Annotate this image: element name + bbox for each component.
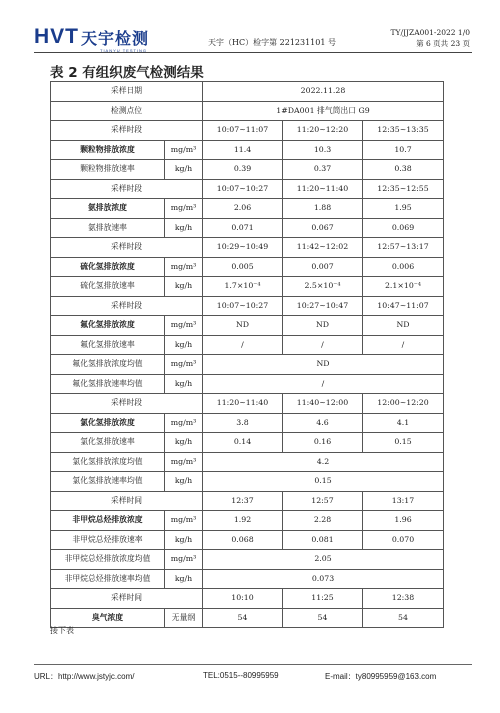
measured-value: 54 bbox=[363, 608, 444, 628]
table-row bbox=[51, 608, 444, 628]
sampling-period-label: 采样时间 bbox=[51, 491, 203, 511]
measured-value: ND bbox=[283, 316, 363, 336]
average-value: 0.15 bbox=[203, 472, 444, 492]
company-logo bbox=[34, 25, 149, 49]
table-row bbox=[51, 160, 444, 180]
measured-value: 0.16 bbox=[283, 433, 363, 453]
footer-divider bbox=[34, 664, 472, 665]
parameter-unit: kg/h bbox=[165, 374, 203, 394]
measured-value: 0.007 bbox=[283, 257, 363, 277]
table-row bbox=[51, 199, 444, 219]
table-row bbox=[51, 413, 444, 433]
table-row bbox=[51, 140, 444, 160]
parameter-name: 氯化氢排放速率 bbox=[51, 433, 165, 453]
sampling-period-value: 11:40~12:00 bbox=[283, 394, 363, 414]
average-value: 0.073 bbox=[203, 569, 444, 589]
sampling-period-value: 10:29~10:49 bbox=[203, 238, 283, 258]
sampling-period-value: 10:07~11:07 bbox=[203, 121, 283, 141]
sampling-period-label: 采样时段 bbox=[51, 121, 203, 141]
measured-value: 0.081 bbox=[283, 530, 363, 550]
table-row bbox=[51, 530, 444, 550]
measured-value: 1.92 bbox=[203, 511, 283, 531]
sampling-period-value: 10:07~10:27 bbox=[203, 179, 283, 199]
parameter-name: 氟化氢排放浓度 bbox=[51, 316, 165, 336]
measured-value: ND bbox=[363, 316, 444, 336]
sample-point-value: 1#DA001 排气筒出口 G9 bbox=[203, 101, 444, 121]
table-row bbox=[51, 101, 444, 121]
sampling-period-value: 11:20~11:40 bbox=[203, 394, 283, 414]
logo-latin-text: HVT bbox=[34, 25, 79, 48]
table-row bbox=[51, 316, 444, 336]
table-row bbox=[51, 238, 444, 258]
measured-value: 0.071 bbox=[203, 218, 283, 238]
table-row bbox=[51, 550, 444, 570]
parameter-name: 氯化氢排放浓度 bbox=[51, 413, 165, 433]
footer-email: E-mail：ty80995959@163.com bbox=[325, 672, 437, 681]
parameter-name: 氯化氢排放速率均值 bbox=[51, 472, 165, 492]
measured-value: / bbox=[363, 335, 444, 355]
sampling-period-value: 10:47~11:07 bbox=[363, 296, 444, 316]
parameter-name: 非甲烷总烃排放浓度均值 bbox=[51, 550, 165, 570]
table-row bbox=[51, 218, 444, 238]
parameter-name: 氟化氢排放速率均值 bbox=[51, 374, 165, 394]
results-table bbox=[50, 81, 444, 628]
measured-value: 1.95 bbox=[363, 199, 444, 219]
sampling-period-value: 12:35~13:35 bbox=[363, 121, 444, 141]
measured-value: 3.8 bbox=[203, 413, 283, 433]
measured-value: 10.3 bbox=[283, 140, 363, 160]
table-row bbox=[51, 277, 444, 297]
table-row bbox=[51, 257, 444, 277]
average-value: ND bbox=[203, 355, 444, 375]
sampling-period-label: 采样时段 bbox=[51, 394, 203, 414]
sampling-period-value: 11:25 bbox=[283, 589, 363, 609]
license-number: 天宇（HC）检字第 221231101 号 bbox=[208, 38, 336, 47]
table-row bbox=[51, 569, 444, 589]
measured-value: 2.28 bbox=[283, 511, 363, 531]
measured-value: 0.006 bbox=[363, 257, 444, 277]
page-number: 第 6 页共 23 页 bbox=[416, 39, 470, 48]
table-row bbox=[51, 511, 444, 531]
parameter-unit: kg/h bbox=[165, 218, 203, 238]
sampling-period-value: 12:00~12:20 bbox=[363, 394, 444, 414]
parameter-unit: kg/h bbox=[165, 472, 203, 492]
parameter-unit: 无量纲 bbox=[165, 608, 203, 628]
table-row bbox=[51, 491, 444, 511]
measured-value: 0.15 bbox=[363, 433, 444, 453]
measured-value: 0.39 bbox=[203, 160, 283, 180]
parameter-unit: mg/m³ bbox=[165, 452, 203, 472]
measured-value: 0.069 bbox=[363, 218, 444, 238]
table-row bbox=[51, 179, 444, 199]
sampling-period-value: 12:57~13:17 bbox=[363, 238, 444, 258]
table-row bbox=[51, 433, 444, 453]
sample-date-label: 采样日期 bbox=[51, 82, 203, 102]
parameter-unit: mg/m³ bbox=[165, 140, 203, 160]
logo-chinese-text: 天宇检测 bbox=[81, 28, 150, 48]
parameter-name: 硫化氢排放浓度 bbox=[51, 257, 165, 277]
sampling-period-value: 12:57 bbox=[283, 491, 363, 511]
sampling-period-value: 10:27~10:47 bbox=[283, 296, 363, 316]
parameter-name: 氟化氢排放浓度均值 bbox=[51, 355, 165, 375]
table-row bbox=[51, 589, 444, 609]
sample-point-label: 检测点位 bbox=[51, 101, 203, 121]
parameter-name: 非甲烷总烃排放速率 bbox=[51, 530, 165, 550]
sampling-period-value: 11:20~12:20 bbox=[283, 121, 363, 141]
parameter-unit: kg/h bbox=[165, 433, 203, 453]
measured-value: 0.37 bbox=[283, 160, 363, 180]
sampling-period-value: 12:35~12:55 bbox=[363, 179, 444, 199]
measured-value: / bbox=[283, 335, 363, 355]
measured-value: 4.1 bbox=[363, 413, 444, 433]
average-value: / bbox=[203, 374, 444, 394]
parameter-name: 臭气浓度 bbox=[51, 608, 165, 628]
table-row bbox=[51, 296, 444, 316]
sampling-period-value: 13:17 bbox=[363, 491, 444, 511]
measured-value: 0.068 bbox=[203, 530, 283, 550]
table-row bbox=[51, 452, 444, 472]
sampling-period-value: 11:20~11:40 bbox=[283, 179, 363, 199]
measured-value: 0.14 bbox=[203, 433, 283, 453]
header-divider bbox=[34, 52, 472, 53]
sampling-period-value: 12:37 bbox=[203, 491, 283, 511]
table-row bbox=[51, 355, 444, 375]
measured-value: 54 bbox=[283, 608, 363, 628]
parameter-unit: kg/h bbox=[165, 335, 203, 355]
parameter-name: 非甲烷总烃排放浓度 bbox=[51, 511, 165, 531]
parameter-unit: kg/h bbox=[165, 160, 203, 180]
measured-value: 2.5×10⁻⁴ bbox=[283, 277, 363, 297]
measured-value: 11.4 bbox=[203, 140, 283, 160]
parameter-name: 氯化氢排放浓度均值 bbox=[51, 452, 165, 472]
measured-value: 54 bbox=[203, 608, 283, 628]
sampling-period-value: 10:07~10:27 bbox=[203, 296, 283, 316]
parameter-unit: mg/m³ bbox=[165, 355, 203, 375]
measured-value: ND bbox=[203, 316, 283, 336]
document-info bbox=[390, 27, 470, 49]
sampling-period-value: 10:10 bbox=[203, 589, 283, 609]
results-table-body bbox=[51, 82, 444, 628]
measured-value: 1.96 bbox=[363, 511, 444, 531]
parameter-name: 颗粒物排放浓度 bbox=[51, 140, 165, 160]
measured-value: 1.7×10⁻⁴ bbox=[203, 277, 283, 297]
parameter-unit: mg/m³ bbox=[165, 257, 203, 277]
sample-date-value: 2022.11.28 bbox=[203, 82, 444, 102]
parameter-name: 氟化氢排放速率 bbox=[51, 335, 165, 355]
continued-note: 接下表 bbox=[50, 626, 74, 635]
measured-value: / bbox=[203, 335, 283, 355]
parameter-unit: mg/m³ bbox=[165, 511, 203, 531]
parameter-unit: kg/h bbox=[165, 569, 203, 589]
sampling-period-label: 采样时段 bbox=[51, 179, 203, 199]
table-row bbox=[51, 472, 444, 492]
table-row bbox=[51, 335, 444, 355]
measured-value: 2.1×10⁻⁴ bbox=[363, 277, 444, 297]
parameter-name: 硫化氢排放速率 bbox=[51, 277, 165, 297]
average-value: 4.2 bbox=[203, 452, 444, 472]
document-number: TY/JJZA001-2022 1/0 bbox=[390, 28, 470, 37]
parameter-unit: mg/m³ bbox=[165, 413, 203, 433]
table-row bbox=[51, 394, 444, 414]
parameter-unit: kg/h bbox=[165, 277, 203, 297]
footer-url: URL：http://www.jstyjc.com/ bbox=[34, 672, 135, 681]
table-row bbox=[51, 82, 444, 102]
parameter-unit: mg/m³ bbox=[165, 199, 203, 219]
parameter-unit: kg/h bbox=[165, 530, 203, 550]
measured-value: 0.067 bbox=[283, 218, 363, 238]
parameter-name: 氨排放浓度 bbox=[51, 199, 165, 219]
parameter-unit: mg/m³ bbox=[165, 550, 203, 570]
sampling-period-value: 11:42~12:02 bbox=[283, 238, 363, 258]
parameter-unit: mg/m³ bbox=[165, 316, 203, 336]
measured-value: 0.070 bbox=[363, 530, 444, 550]
measured-value: 10.7 bbox=[363, 140, 444, 160]
table-title: 表 2 有组织废气检测结果 bbox=[50, 65, 204, 81]
table-row bbox=[51, 121, 444, 141]
measured-value: 1.88 bbox=[283, 199, 363, 219]
sampling-period-label: 采样时段 bbox=[51, 238, 203, 258]
parameter-name: 氨排放速率 bbox=[51, 218, 165, 238]
sampling-period-label: 采样时段 bbox=[51, 296, 203, 316]
measured-value: 2.06 bbox=[203, 199, 283, 219]
logo-subtitle: TIANYU TESTING bbox=[100, 48, 148, 53]
measured-value: 0.38 bbox=[363, 160, 444, 180]
footer-tel: TEL:0515--80995959 bbox=[203, 671, 279, 680]
parameter-name: 非甲烷总烃排放速率均值 bbox=[51, 569, 165, 589]
sampling-period-label: 采样时间 bbox=[51, 589, 203, 609]
sampling-period-value: 12:38 bbox=[363, 589, 444, 609]
average-value: 2.05 bbox=[203, 550, 444, 570]
table-row bbox=[51, 374, 444, 394]
parameter-name: 颗粒物排放速率 bbox=[51, 160, 165, 180]
measured-value: 4.6 bbox=[283, 413, 363, 433]
measured-value: 0.005 bbox=[203, 257, 283, 277]
